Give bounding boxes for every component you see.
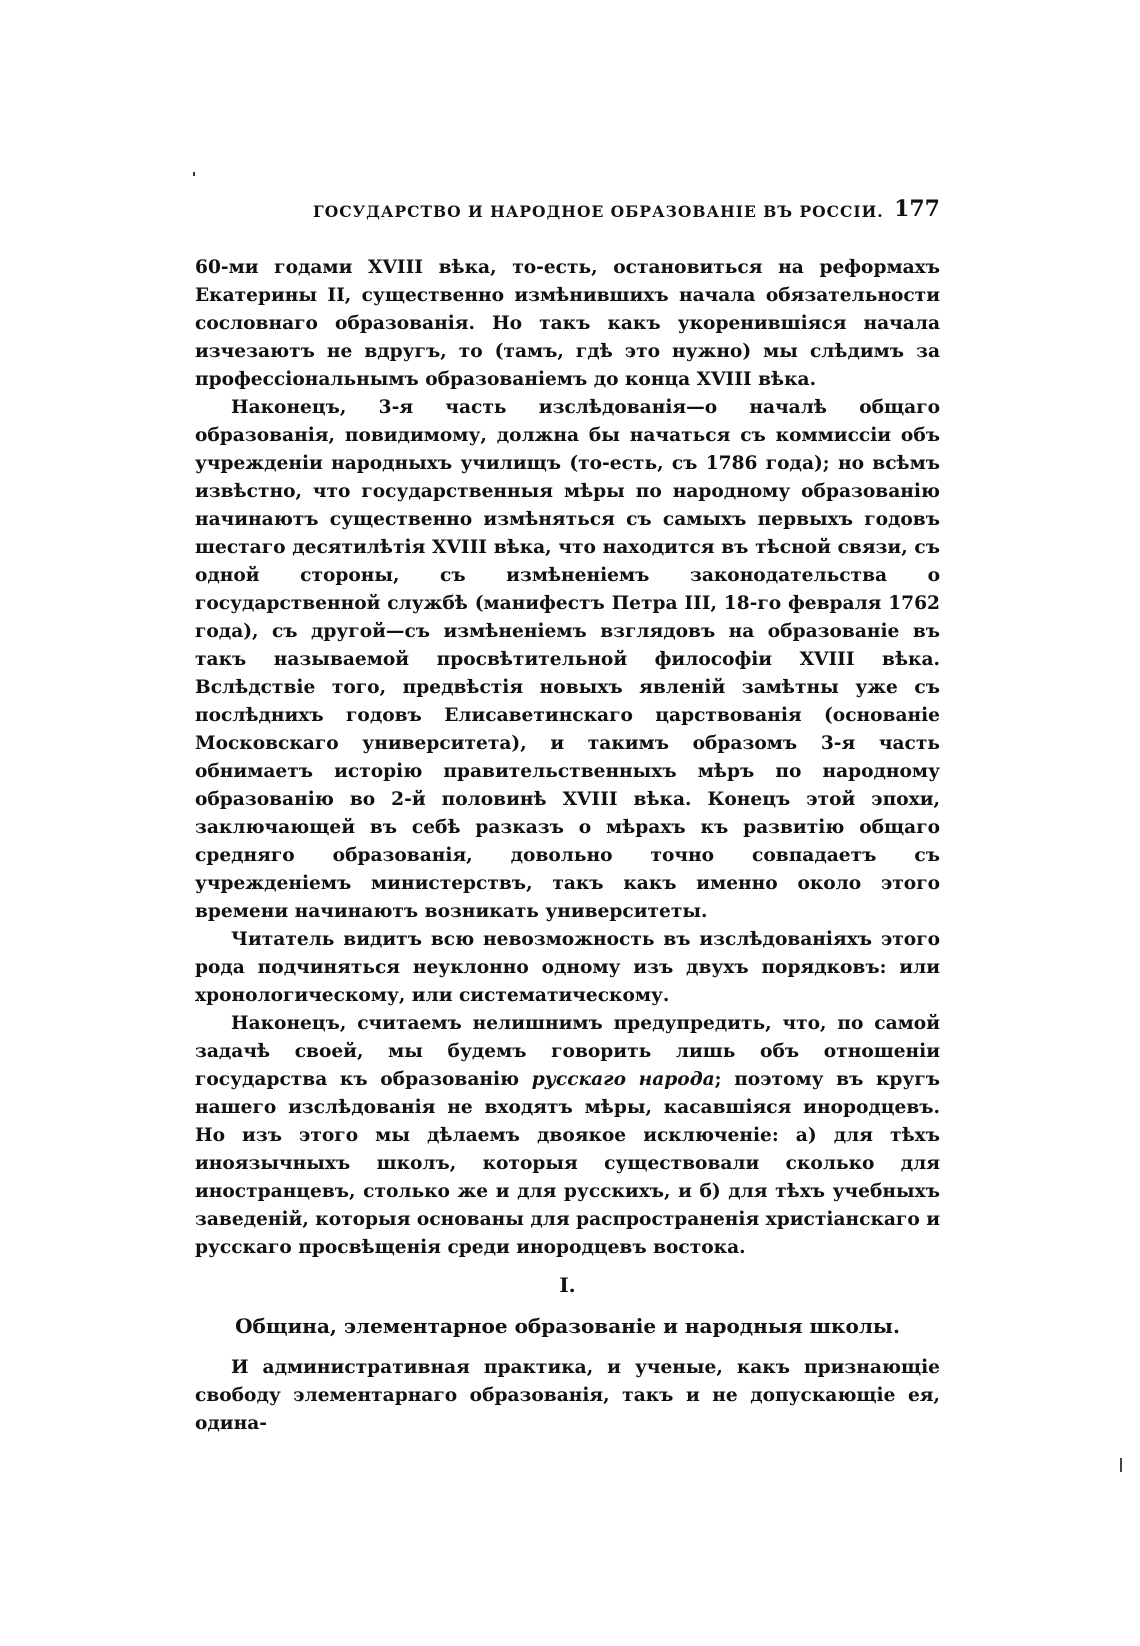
body-text <box>195 254 940 1438</box>
paragraph-4 <box>195 1010 940 1262</box>
section-title: Община, элементарное образованіе и народныя школы. <box>235 1314 900 1338</box>
section-number: I. <box>559 1273 576 1297</box>
paragraph-4-start: Наконецъ, считаемъ нелишнимъ предупредить, что, по самой задачѣ своей, мы будемъ говорить лишь объ отношеніи государства къ образованію <box>195 1013 940 1090</box>
paragraph-3: Читатель видитъ всю невозможность въ изслѣдованіяхъ этого рода подчиняться неуклонно одному изъ двухъ порядковъ: или хронологическому, или систематическому. <box>195 929 940 1006</box>
print-speck <box>193 172 195 176</box>
paragraph-4-italic: русскаго народа <box>531 1069 715 1090</box>
running-title: ГОСУДАРСТВО И НАРОДНОЕ ОБРАЗОВАНІЕ ВЪ РОССІИ. <box>313 202 884 221</box>
paragraph-5: И административная практика, и ученые, какъ признающіе свободу элементарнаго образованія, такъ и не допускающіе ея, одина- <box>195 1357 940 1434</box>
page-number: 177 <box>894 196 940 222</box>
paragraph-4-end: ; поэтому въ кругъ нашего изслѣдованія не входятъ мѣры, касавшіяся инородцевъ. Но изъ этого мы дѣлаемъ двоякое исключеніе: а) для тѣхъ иноязычныхъ школъ, которыя существовали сколько для иностранцевъ, столько же и для русскихъ, и б) для тѣхъ учебныхъ заведеній, которыя основаны для распространенія христіанскаго и русскаго просвѣщенія среди инородцевъ востока. <box>195 1069 940 1258</box>
margin-mark <box>1120 1458 1122 1472</box>
paragraph-1: 60-ми годами XVIII вѣка, то-есть, остановиться на реформахъ Екатерины II, существенно измѣнившихъ начала обязательности сословнаго образованія. Но такъ какъ укоренившіяся начала изчезаютъ не вдругъ, то (тамъ, гдѣ это нужно) мы слѣдимъ за профессіональнымъ образованіемъ до конца XVIII вѣка. <box>195 257 940 390</box>
paragraph-2: Наконецъ, 3-я часть изслѣдованія—о началѣ общаго образованія, повидимому, должна бы начаться съ коммиссіи объ учрежденіи народныхъ училищъ (то-есть, съ 1786 года); но всѣмъ извѣстно, что государственныя мѣры по народному образованію начинаютъ существенно измѣняться съ самыхъ первыхъ годовъ шестаго десятилѣтія XVIII вѣка, что находится въ тѣсной связи, съ одной стороны, съ измѣненіемъ законодательства о государственной службѣ (манифестъ Петра III, 18-го февраля 1762 года), съ другой—съ измѣненіемъ взглядовъ на образованіе въ такъ называемой просвѣтительной философіи XVIII вѣка. Вслѣдствіе того, предвѣстія новыхъ явленій замѣтны уже съ послѣднихъ годовъ Елисаветинскаго царствованія (основаніе Московскаго университета), и такимъ образомъ 3-я часть обнимаетъ исторію правительственныхъ мѣръ по народному образованію во 2-й половинѣ XVIII вѣка. Конецъ этой эпохи, заключающей въ себѣ разказъ о мѣрахъ къ развитію общаго средняго образованія, довольно точно совпадаетъ съ учрежденіемъ министерствъ, такъ какъ именно около этого времени начинаютъ возникать университеты. <box>195 397 940 922</box>
page-header <box>195 198 940 228</box>
